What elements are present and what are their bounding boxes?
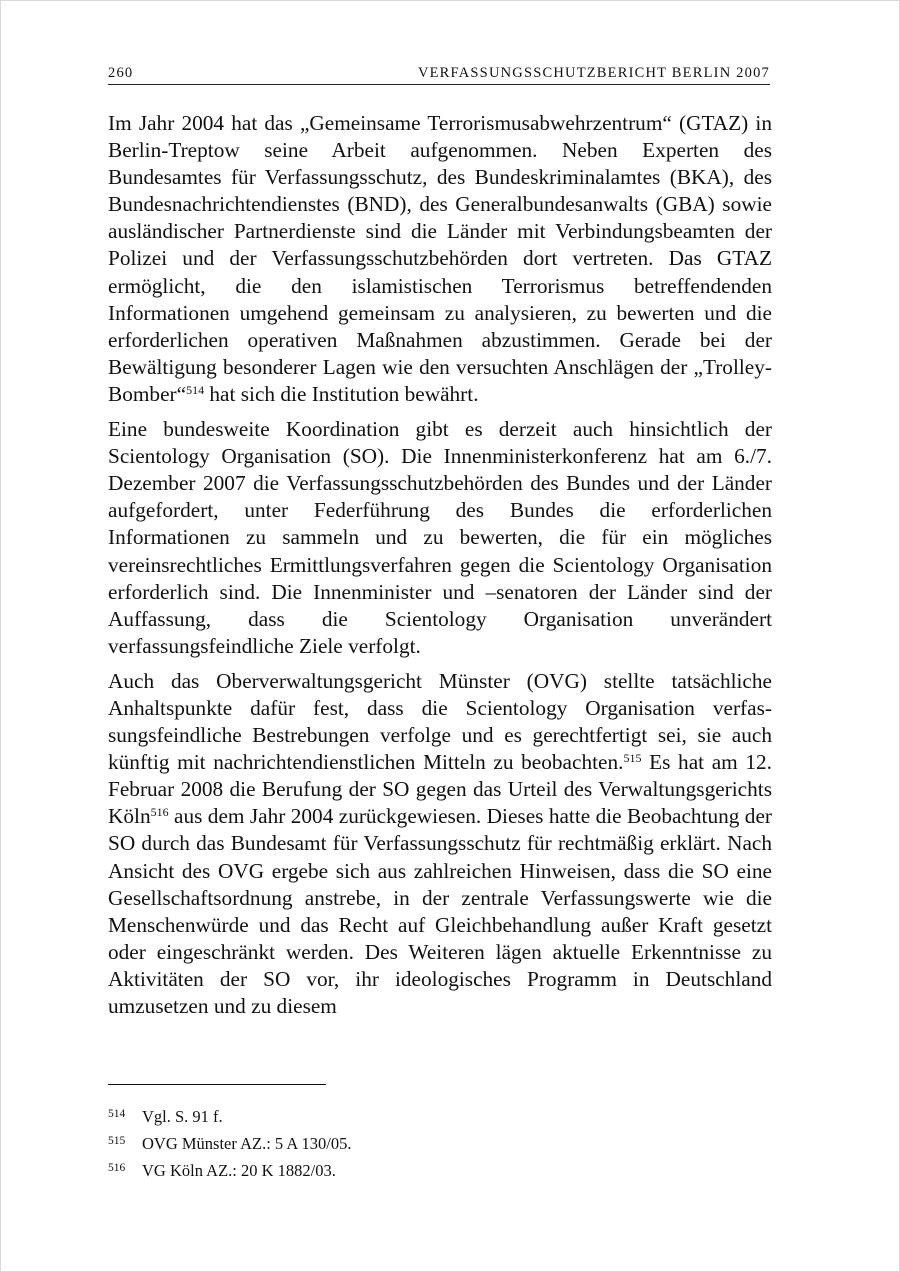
page-header (108, 64, 770, 85)
paragraph-text: hat sich die Institution bewährt. (204, 381, 479, 406)
footnote-ref-515[interactable]: 515 (623, 750, 642, 765)
footnote-515: 515 OVG Münster AZ.: 5 A 130/05. (108, 1134, 352, 1153)
paragraph-text: Es hat am 12. Februar 2008 die Berufung der SO gegen das Urteil des Verwaltungsgerichts Köln (108, 750, 772, 829)
paragraph-scientology-coordination (108, 416, 772, 660)
footnote-516: 516 VG Köln AZ.: 20 K 1882/03. (108, 1161, 336, 1180)
footnote-separator (108, 1084, 326, 1085)
body-text (108, 110, 772, 1028)
page-number: 260 (108, 65, 134, 81)
paragraph-text: aus dem Jahr 2004 zurückgewiesen. Dieses hatte die Beobachtung der SO durch das Bundesamt für Verfassungsschutz für rechtmäßig erklärt. Nach Ansicht des OVG ergebe sich aus zahlreichen Hinweisen, dass die SO eine Gesellschaftsordnung anstrebe, in der zentrale Verfassungswerte wie die Menschenwürde und das Recht auf Gleichbehandlung außer Kraft gesetzt oder eingeschränkt werden. Des Weiteren lägen aktuelle Erkenntnisse zu Aktivitäten der SO vor, ihr ideologisches Programm in Deutschland umzusetzen und zu diesem (108, 804, 772, 1018)
footnotes (108, 1103, 772, 1184)
paragraph-text: Auch das Oberverwaltungsgericht Münster (OVG) stellte tatsächliche Anhaltspunkte dafür fest, dass die Scientology Organisation verfassungsfeindliche Bestrebungen verfolge und es gerechtfertigt sei, sie auch künftig mit nachrichtendienstlichen Mitteln zu beobachten. (108, 668, 772, 775)
paragraph-ovg-ruling (108, 668, 772, 1020)
paragraph-text: Eine bundesweite Koordination gibt es derzeit auch hinsichtlich der Scientology Organisation (SO). Die Innenministerkonferenz hat am 6./7. Dezember 2007 die Verfassungsschutzbehörden des Bundes und der Länder aufgefordert, unter Federführung des Bundes die erforderlichen Informationen zu sammeln und zu bewerten, die für ein mögliches vereinsrechtliches Ermittlungsverfahren gegen die Scientology Organisation erforderlich sind. Die Innenminister und –senatoren der Länder sind der Auffassung, dass die Scientology Organisation unverändert verfassungsfeindliche Ziele verfolgt. (108, 417, 772, 658)
footnote-text: OVG Münster AZ.: 5 A 130/05. (142, 1134, 352, 1153)
running-title: VERFASSUNGSSCHUTZBERICHT BERLIN 2007 (417, 65, 770, 81)
footnote-text: VG Köln AZ.: 20 K 1882/03. (142, 1161, 336, 1180)
footnote-text: Vgl. S. 91 f. (142, 1107, 223, 1126)
paragraph-text: Im Jahr 2004 hat das „Gemeinsame Terrorismusabwehrzentrum“ (GTAZ) in Berlin-Treptow seine Arbeit aufgenommen. Neben Experten des Bundesamtes für Verfassungsschutz, des Bundeskriminalamtes (BKA), des Bundesnachrichtendienstes (BND), des Generalbundesanwalts (GBA) sowie ausländischer Partnerdienste sind die Länder mit Verbindungsbeamten der Polizei und der Verfassungsschutzbehörden dort vertreten. Das GTAZ ermöglicht, die den islamistischen Terrorismus betreffendenden Informationen umgehend gemeinsam zu analysieren, zu bewerten und die erforderlichen operativen Maßnahmen abzustimmen. Gerade bei der Bewältigung besonderer Lagen wie den versuchten Anschlägen der „Trolley-Bomber“ (108, 111, 772, 406)
footnote-ref-514[interactable]: 514 (186, 382, 205, 397)
footnote-ref-516[interactable]: 516 (150, 805, 169, 820)
footnote-514: 514 Vgl. S. 91 f. (108, 1107, 223, 1126)
paragraph-gtaz (108, 110, 772, 408)
